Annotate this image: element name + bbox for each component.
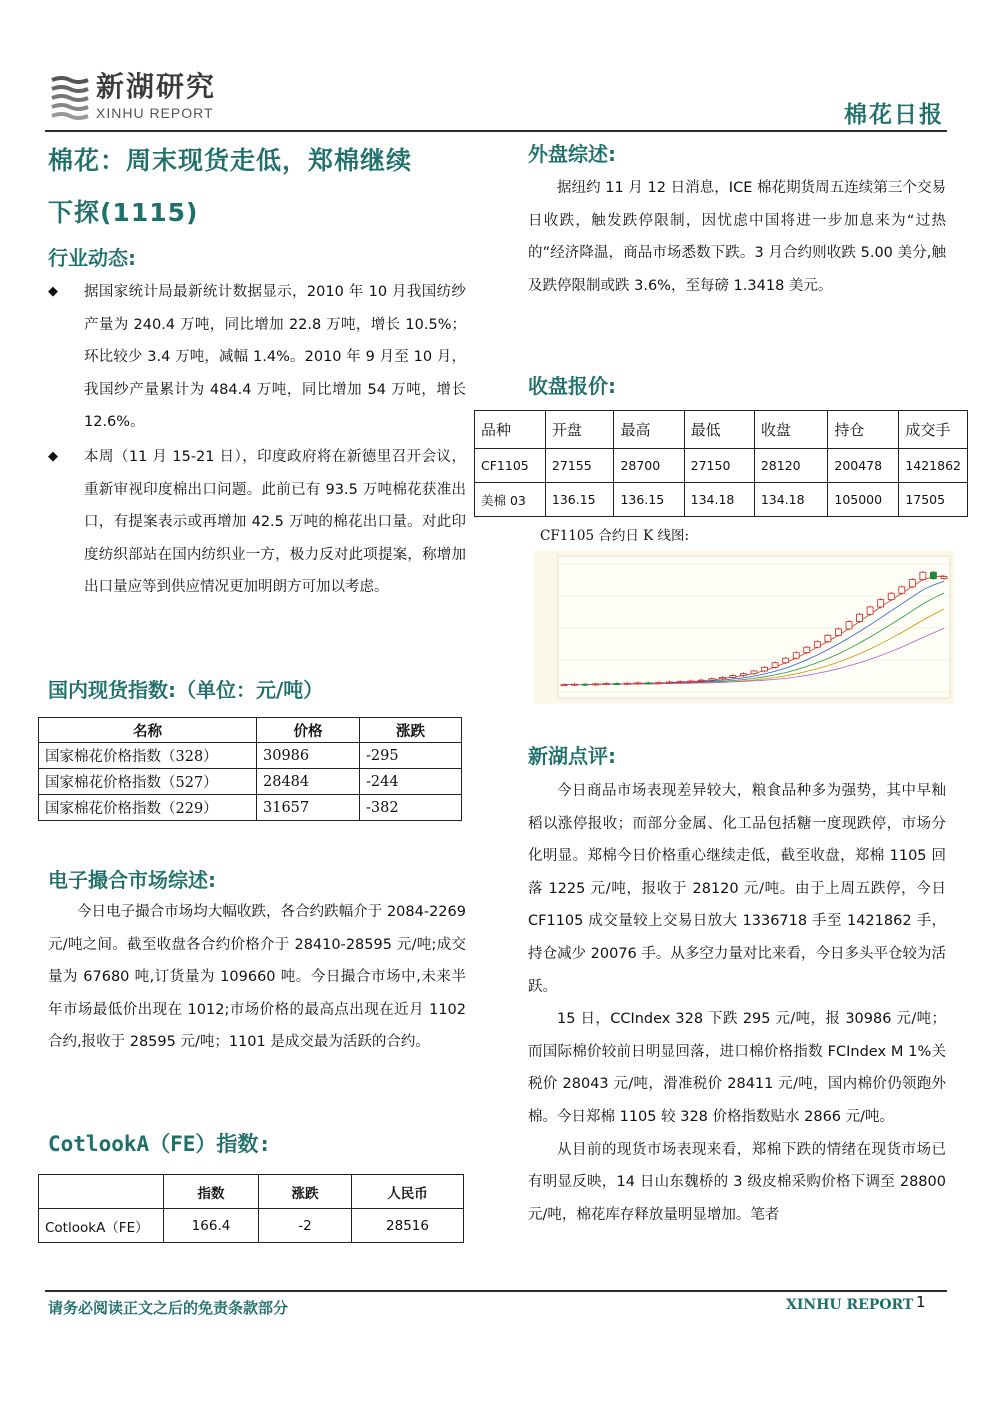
candle-body bbox=[719, 677, 725, 678]
candle-body bbox=[909, 580, 915, 587]
comment-paragraph: 15 日，CCIndex 328 下跌 295 元/吨，报 30986 元/吨；而国际棉价较前日明显回落，进口棉价格指数 FCIndex M 1%关税价 28043 元/吨，滑准税价 28411 元/吨，国内棉价仍领跑外棉。今日郑棉 1105 较 328 价格指数贴水 2866 元/吨。 bbox=[528, 1011, 946, 1125]
candle-body bbox=[783, 658, 789, 663]
table-header: 指数 bbox=[164, 1175, 259, 1209]
diamond-bullet-icon: ◆ bbox=[48, 284, 58, 299]
table-cell: 136.15 bbox=[614, 483, 684, 517]
candle-body bbox=[677, 681, 683, 682]
candle-body bbox=[772, 663, 778, 668]
table-cell: 28700 bbox=[614, 449, 684, 483]
kline-caption: CF1105 合约日 K 线图: bbox=[540, 528, 690, 544]
candle-body bbox=[899, 587, 905, 593]
candle-body bbox=[656, 683, 662, 684]
candle-body bbox=[603, 684, 609, 685]
table-cell: 200478 bbox=[828, 449, 899, 483]
report-type: 棉花日报 bbox=[844, 102, 944, 128]
table-header: 最低 bbox=[684, 411, 754, 449]
table-header: 持仓 bbox=[828, 411, 899, 449]
headline-line2: 下探(1115) bbox=[48, 198, 199, 227]
table-cell: 国家棉花价格指数（229） bbox=[39, 795, 257, 821]
logo-waves-icon bbox=[48, 72, 92, 122]
table-cell: -2 bbox=[259, 1209, 352, 1243]
candle-body bbox=[740, 674, 746, 676]
header bbox=[0, 0, 992, 140]
electronic-text bbox=[48, 896, 466, 1059]
table-header bbox=[39, 1175, 164, 1209]
table-row bbox=[39, 769, 462, 795]
logo-en: XINHU REPORT bbox=[96, 105, 214, 121]
page-number: 1 bbox=[916, 1293, 926, 1311]
table-header: 价格 bbox=[257, 718, 360, 743]
candle-body bbox=[762, 667, 768, 671]
table-cell: -382 bbox=[360, 795, 462, 821]
candle-body bbox=[635, 683, 641, 684]
candle-body bbox=[614, 684, 620, 685]
candle-body bbox=[667, 682, 673, 683]
table-header: 收盘 bbox=[754, 411, 828, 449]
table-cell: 国家棉花价格指数（328） bbox=[39, 743, 257, 769]
table-row bbox=[39, 795, 462, 821]
cotlook-heading: CotlookA（FE）指数: bbox=[48, 1132, 272, 1156]
candle-body bbox=[878, 600, 884, 607]
cotlook-table bbox=[38, 1174, 464, 1243]
comment-text bbox=[528, 775, 946, 1231]
electronic-paragraph: 今日电子撮合市场均大幅收跌，各合约跌幅介于 2084-2269 元/吨之间。截至收盘各合约价格介于 28410-28595 元/吨;成交量为 67680 吨,订货量为 109660 吨。今日撮合市场中,未来半年市场最低价出现在 1012;市场价格的最高点出现在近月 1102 合约,报收于 28595 元/吨；1101 是成交最为活跃的合约。 bbox=[48, 904, 466, 1051]
table-header: 成交手 bbox=[899, 411, 968, 449]
industry-bullet-2: 本周（11 月 15-21 日），印度政府将在新德里召开会议，重新审视印度棉出口问题。此前已有 93.5 万吨棉花获准出口，有提案表示或再增加 42.5 万吨的棉花出口量。对此印度纺织部站在国内纺织业一方，极力反对此项提案，称增加出口量应等到供应情况更加明朗方可加以考虑。 bbox=[84, 449, 466, 596]
overseas-heading: 外盘综述: bbox=[528, 142, 616, 166]
candle-body bbox=[688, 681, 694, 682]
table-cell: 30986 bbox=[257, 743, 360, 769]
header-rule bbox=[45, 130, 947, 132]
candle-body bbox=[846, 622, 852, 629]
candle-body bbox=[730, 676, 736, 678]
table-header: 涨跌 bbox=[360, 718, 462, 743]
table-row bbox=[475, 483, 968, 517]
candle-body bbox=[835, 629, 841, 635]
table-cell: 国家棉花价格指数（527） bbox=[39, 769, 257, 795]
table-cell: 27155 bbox=[545, 449, 614, 483]
candle-body bbox=[867, 607, 873, 614]
overseas-paragraph: 据纽约 11 月 12 日消息，ICE 棉花期货周五连续第三个交易日收跌，触发跌停限制，因忧虑中国将进一步加息来为“过热的”经济降温，商品市场悉数下跌。3 月合约则收跌 5.00 美分,触及跌停限制或跌 3.6%，至每磅 1.3418 美元。 bbox=[528, 180, 946, 294]
table-row bbox=[475, 449, 968, 483]
table-header: 品种 bbox=[475, 411, 546, 449]
candle-body bbox=[624, 683, 630, 684]
closing-heading: 收盘报价: bbox=[528, 374, 616, 398]
industry-heading: 行业动态: bbox=[48, 246, 136, 270]
table-cell: 1421862 bbox=[899, 449, 968, 483]
table-header: 开盘 bbox=[545, 411, 614, 449]
industry-bullet-1: 据国家统计局最新统计数据显示，2010 年 10 月我国纺纱产量为 240.4 万吨，同比增加 22.8 万吨，增长 10.5%；环比较少 3.4 万吨，减幅 1.4%。2010 年 9 月至 10 月，我国纱产量累计为 484.4 万吨，同比增加 54 万吨，增长 12.6%。 bbox=[84, 284, 466, 431]
candle-body bbox=[698, 680, 704, 681]
candle-body bbox=[793, 653, 799, 658]
closing-table bbox=[474, 410, 968, 517]
table-cell: -295 bbox=[360, 743, 462, 769]
table-cell: 136.15 bbox=[545, 483, 614, 517]
table-cell: 28120 bbox=[754, 449, 828, 483]
candle-body bbox=[572, 684, 578, 685]
table-header: 最高 bbox=[614, 411, 684, 449]
candle-body bbox=[814, 642, 820, 647]
table-cell: 17505 bbox=[899, 483, 968, 517]
candle-body bbox=[920, 572, 926, 579]
candle-body bbox=[582, 684, 588, 685]
candle-body bbox=[709, 679, 715, 680]
electronic-heading: 电子撮合市场综述: bbox=[48, 868, 216, 892]
table-cell: -244 bbox=[360, 769, 462, 795]
comment-paragraph: 从目前的现货市场表现来看，郑棉下跌的情绪在现货市场已有明显反映，14 日山东魏桥的 3 级皮棉采购价格下调至 28800 元/吨，棉花库存释放量明显增加。笔者 bbox=[528, 1141, 946, 1223]
comment-heading: 新湖点评: bbox=[528, 744, 616, 768]
table-row bbox=[39, 1209, 464, 1243]
overseas-text bbox=[528, 172, 946, 302]
candle-body bbox=[751, 671, 757, 674]
table-header: 名称 bbox=[39, 718, 257, 743]
table-cell: 105000 bbox=[828, 483, 899, 517]
table-cell: CotlookA（FE） bbox=[39, 1209, 164, 1243]
domestic-index-heading: 国内现货指数:（单位：元/吨） bbox=[48, 678, 324, 702]
domestic-index-table bbox=[38, 717, 462, 821]
table-header: 人民币 bbox=[352, 1175, 464, 1209]
table-cell: 134.18 bbox=[754, 483, 828, 517]
diamond-bullet-icon: ◆ bbox=[48, 449, 58, 464]
candle-body bbox=[888, 593, 894, 599]
footer-disclaimer: 请务必阅读正文之后的免责条款部分 bbox=[48, 1299, 289, 1317]
table-cell: 166.4 bbox=[164, 1209, 259, 1243]
table-cell: CF1105 bbox=[475, 449, 546, 483]
candle-body bbox=[825, 635, 831, 641]
candle-body bbox=[857, 614, 863, 621]
candle-body bbox=[930, 572, 936, 578]
candle-body bbox=[645, 683, 651, 684]
logo-cn: 新湖研究 bbox=[96, 70, 217, 103]
table-cell: 28516 bbox=[352, 1209, 464, 1243]
table-cell: 134.18 bbox=[684, 483, 754, 517]
footer-rule bbox=[45, 1290, 947, 1292]
footer-brand: XINHU REPORT bbox=[786, 1297, 914, 1313]
kline-chart bbox=[534, 550, 954, 704]
table-row bbox=[39, 743, 462, 769]
table-cell: 28484 bbox=[257, 769, 360, 795]
logo bbox=[48, 70, 248, 126]
table-header: 涨跌 bbox=[259, 1175, 352, 1209]
table-cell: 31657 bbox=[257, 795, 360, 821]
table-cell: 27150 bbox=[684, 449, 754, 483]
candle-body bbox=[561, 685, 567, 686]
table-cell: 美棉 03 bbox=[475, 483, 546, 517]
candle-body bbox=[941, 577, 947, 579]
candle-body bbox=[593, 684, 599, 685]
candle-body bbox=[804, 647, 810, 652]
headline-line1: 棉花：周末现货走低，郑棉继续 bbox=[48, 146, 413, 175]
comment-paragraph: 今日商品市场表现差异较大，粮食品种多为强势，其中早籼稻以涨停报收；而部分金属、化工品包括糖一度现跌停，市场分化明显。郑棉今日价格重心继续走低，截至收盘，郑棉 1105 回落 1225 元/吨，报收于 28120 元/吨。由于上周五跌停，今日 CF1105 成交量较上交易日放大 1336718 手至 1421862 手，持仓减少 20076 手。从多空力量对比来看，今日多头平仓较为活跃。 bbox=[528, 783, 946, 995]
